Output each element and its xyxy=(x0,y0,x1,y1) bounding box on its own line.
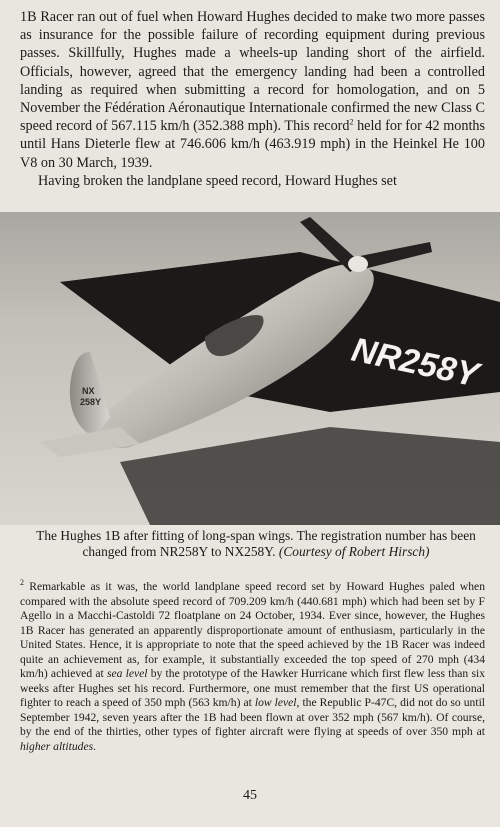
photo-caption: The Hughes 1B after fitting of long-span wings. The registration number has been changed from NR258Y to NX258Y. (Courtesy of Robert Hirsch) xyxy=(36,528,476,559)
tail-marking-line2: 258Y xyxy=(80,397,102,407)
footnote-reference: 2 xyxy=(349,117,354,127)
paragraph-2: Having broken the landplane speed record, Howard Hughes set xyxy=(38,172,397,189)
aircraft-photo xyxy=(0,212,500,525)
hughes-racer-illustration xyxy=(0,212,500,525)
wing-registration: NR258Y xyxy=(348,330,482,395)
footnote-marker: 2 xyxy=(20,578,24,588)
footnote: $^2$ Remarkable as it was, the world landplane speed record set by Howard Hughes paled when compared with the absolute speed record of 709.209 km/h (440.681 mph) which had been set by F Agello in a Macchi-Castoldi 72 floatplane on 24 October, 1934. Ever since, however, the Hughes 1B Racer has generated an apparently disproportionate amount of enthusiasm, particularly in the United States. Hence, it is appropriate to note that the speed achieved by the 1B Racer was indeed quite an achievement as, for example, it substantially exceeded the top speed of 270 mph (434 km/h) achieved at sea level by the prototype of the Hawker Hurricane which first flew less than six weeks after Hughes set his record. Furthermore, one must remember that the first US operational fighter to reach a speed of 350 mph (563 km/h) at low level, the Republic P-47C, did not do so until September 1942, seven years after the 1B had been flown at over 352 mph (567 km/h). Of course, by the end of the thirties, other types of fighter aircraft were flying at speeds of over 350 mph at higher altitudes. xyxy=(20,578,486,754)
paragraph-1: 1B Racer ran out of fuel when Howard Hughes decided to make two more passes as insurance for the possible failure of recording equipment during previous passes. Skillfully, Hughes made a wheels-up landing short of the airfield. Officials, however, agreed that the emergency landing had been a controlled landing as required when submitting a record for homologation, and on 5 November the Fédération Aéronautique Internationale confirmed the new Class C speed record of 567.115 km/h (352.388 mph). This record$^2$ held for for 42 months until Hans Dieterle flew at 746.606 km/h (463.919 mph) in the Heinkel He 100 V8 on 30 March, 1939. xyxy=(20,9,485,171)
photo-credit: (Courtesy of Robert Hirsch) xyxy=(278,544,430,559)
body-text xyxy=(20,8,485,190)
page-number: 45 xyxy=(243,788,257,803)
tail-marking-line1: NX xyxy=(82,386,95,396)
propeller-spinner xyxy=(348,256,368,272)
